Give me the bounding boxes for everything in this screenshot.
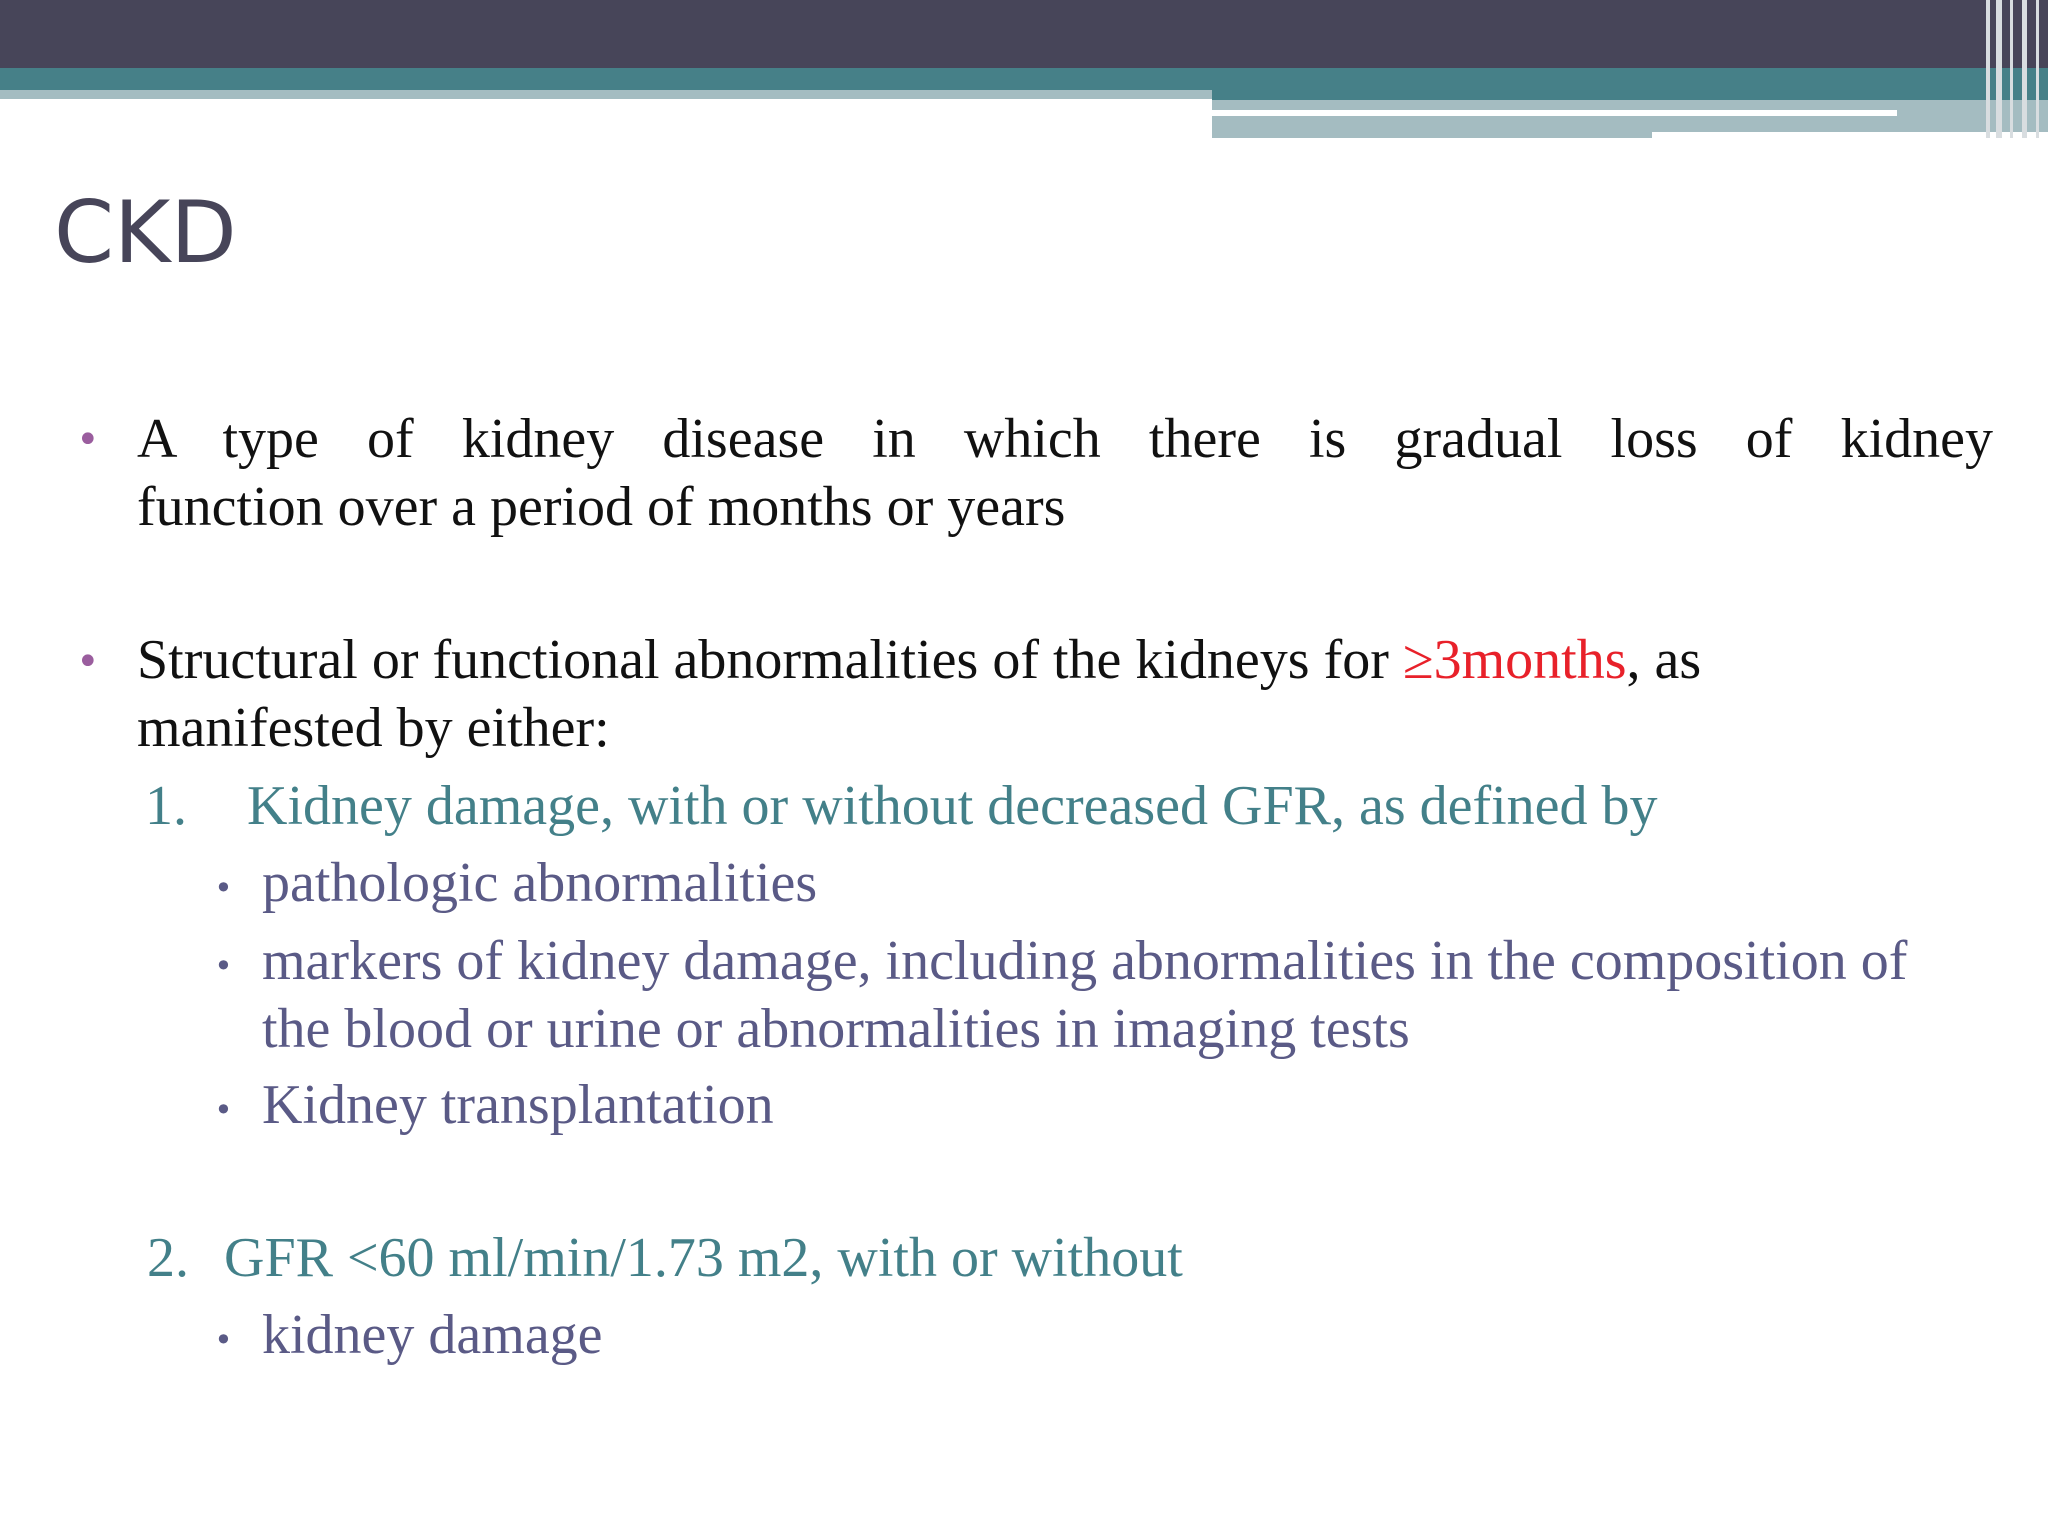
- bullet-2-highlight: ≥3months: [1402, 629, 1627, 691]
- bullet-1-line-1: A type of kidney disease in which there is gradual loss of kidney: [137, 408, 1993, 470]
- header-band-teal-right: [1212, 68, 2048, 100]
- numbered-item-1-text: Kidney damage, with or without decreased GFR, as defined by: [247, 775, 1658, 837]
- sub-bullet-marker: •: [214, 869, 233, 907]
- slide-title: CKD: [54, 183, 237, 283]
- header-white-line: [1212, 110, 1897, 116]
- header-stripe: [1996, 0, 2002, 138]
- header-stripe: [2010, 0, 2013, 138]
- header-stripe: [2036, 0, 2039, 138]
- bullet-2-text-before: Structural or functional abnormalities of the kidneys for: [137, 629, 1403, 691]
- header-band-dark: [0, 0, 2048, 68]
- header-band-teal-left: [0, 68, 1212, 90]
- bullet-marker: •: [76, 639, 100, 685]
- bullet-marker: •: [76, 417, 100, 463]
- numbered-item-2-number: 2.: [147, 1227, 189, 1289]
- bullet-1-line-2: function over a period of months or years: [137, 476, 1066, 538]
- bullet-paragraph-1: [137, 405, 1993, 541]
- sub-item: Kidney transplantation: [262, 1074, 774, 1136]
- header-band-light-left: [0, 90, 1212, 99]
- sub-bullet-marker: •: [214, 1321, 233, 1359]
- sub-item: markers of kidney damage, including abnormalities in the composition of the blood or urine or abnormalities in imaging tests: [262, 930, 1908, 1060]
- bullet-2-text-after: , as manifested by either:: [137, 629, 1702, 759]
- bullet-paragraph-2: [137, 626, 1947, 762]
- sub-item: pathologic abnormalities: [262, 852, 818, 914]
- header-stripe: [2022, 0, 2027, 138]
- sub-item: kidney damage: [262, 1304, 603, 1366]
- numbered-item-1-number: 1.: [145, 775, 187, 837]
- header-stripe: [1986, 0, 1990, 138]
- sub-bullet-marker: •: [214, 1091, 233, 1129]
- numbered-item-2-text: GFR <60 ml/min/1.73 m2, with or without: [224, 1227, 1183, 1289]
- sub-bullet-marker: •: [214, 947, 233, 985]
